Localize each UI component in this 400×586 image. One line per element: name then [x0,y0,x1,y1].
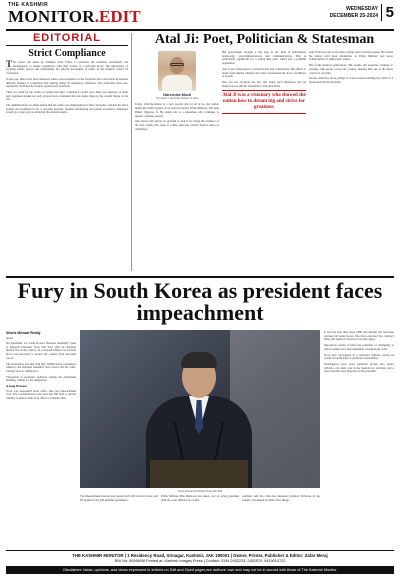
news-photo [80,330,320,488]
news-subheading: A long Process [6,384,28,389]
editorial-heading: EDITORIAL [6,32,128,46]
news-dateline: Seoul [6,336,13,340]
footer-imprint: THE KASHMIR MONITOR | 1 Residency Road, Srinagar, Kashmir, JAK 190001 | Owner, Printer, Publisher & Editor: Zafar Meraj [72,553,328,558]
pull-quote: Atal Ji was a visionary who showed the nation how to dream big and strive for greatness [222,90,306,114]
news-paragraph: Thousands of protesters gathered outside the parliament building, calling for his resignation. [6,374,76,383]
news-paragraph: Yoon was suspended from office after the impeachment vote. The Constitutional Court now has 180 days to decide whether to remove him from office or reinstate him. [6,388,76,401]
opinion-paragraph: Our nation will always be grateful to Atal Ji for being the architect of the 21st century. He came at a time when the country faced a series of challenges. [135,119,219,131]
news-paragraph: The declaration was met with fury. Within hours, lawmakers rushed to the National Assembly and voted to lift the order, forcing Yoon to withdraw it. [6,361,76,373]
news-left-column [6,331,76,546]
footer-contact: RNI No: 69268/98 Printed at: Kashmir Images Press | Contact: 0194 2452233, 2452570, 9419010722 [114,559,286,563]
author-photo [158,51,196,91]
news-body-left [6,342,76,401]
opinion-column-2 [222,51,306,133]
opinion-paragraph: His words inspired generations. His poems and speeches continue to resonate with people across the country, making him one of the finest orators of our time. [309,63,393,75]
page-footer [6,550,394,584]
issue-date [330,6,378,20]
news-paragraph: It was the first time since 1980 that martial law had been declared in South Korea. The move shocked the country's allies and sparked concern across the region. [324,331,394,342]
footer-disclaimer: Disclaimer: Ideas, opinions, and views expressed in articles on Edit and Oped pages are authors' own and may not be in accord with those of The Kashmir Monitor [6,566,394,574]
editorial-title: Strict Compliance [28,48,106,59]
opinion-paragraph: One can not overlook the fact that many such initiatives that he undertook are still the foundation of modern India. [222,79,306,88]
opinion-paragraph: On his centenary, let us pledge to work towards realising his vision of a developed and strong India. [309,76,393,84]
news-paragraph: Analysts said the crisis has deepened political divisions in the country and dented its democratic image. [242,495,320,502]
author-glasses-shape [170,63,184,66]
photo-caption: South Korean President Yoon Suk Yeol [177,489,223,493]
opinion-column-3 [309,51,393,133]
date: DECEMBER 25-2024 [329,12,378,19]
editorial-section [6,32,128,274]
news-right-column [324,331,394,546]
opinion-column-1 [135,51,219,133]
news-middle-columns [80,495,320,547]
weekday: WEDNESDAY [345,6,378,12]
news-body-mid-1 [80,495,158,547]
top-rule [6,29,394,31]
news-body-right [324,331,394,374]
editorial-paragraph: The recent call made by Kashmir Zone Police to prioritise the residents, particularly the shopkeepers, to ensure compliance with their orders, is a welcome move. The importance of securing public spaces and maintaining the smooth movement of traffic in the markets cannot be overstated. [6,59,128,76]
photo-hair-shape [181,352,217,368]
news-paragraph: On December 14, South Korea's National Assembly voted to impeach President Yoon Suk Yeol, after he declared martial law in the country. In a national address, he said the move was necessary to protect the country from anti-state forces. [6,341,76,360]
page-number: 5 [381,4,394,21]
brand-top: THE KASHMIR [8,2,49,8]
author-bio: The author is the Prime Minister of India [155,96,199,100]
opinion-paragraph: Atal Ji gave importance to infrastructure and connectivity. His efforts to build roads linking villages and cities transformed the lives of millions of people. [222,66,306,79]
editorial-body [6,61,128,115]
opinion-paragraph: Atal Ji showed the world what courage and conviction mean. He served the nation with great distinction as Prime Minister and never compromised on democratic values. [309,50,393,62]
author-shirt-shape [162,75,192,91]
newspaper-logo[interactable] [8,3,141,26]
news-paragraph: Investigators have since launched probes into senior officials over their role in the martial law decision, and a travel ban has been imposed on the president. [324,361,394,374]
opinion-paragraph: Today, 25th December is a very special day for all of us. Our nation marks the 100th Jayanti of our beloved former Prime Minister, Shri Atal Bihari Vajpayee Ji. He stands tall as a statesman who continues to inspire countless people. [135,102,219,118]
author-name: Narendra Modi [162,92,191,97]
brand-name: MONITOR [8,7,95,26]
opinion-paragraph: His government brought a big leap in the field of information technology, telecommunications and communications. This is particularly significant for a nation like ours, which has a youthful population. [222,50,306,66]
news-paragraph: Yoon later apologised in a televised address, saying he would not shirk legal or political responsibility. [324,352,394,361]
news-body-mid-3 [242,495,320,547]
brand-section: .EDIT [94,7,141,26]
news-byline: Shorts Michael Reddy [6,331,41,335]
photo-podium-shape [150,460,248,488]
news-paragraph: Opposition parties accused the president of attempting to subvert democracy and undermine constitutional order. [324,343,394,351]
main-headline[interactable]: Fury in South Korea as president faces impeachment [17,278,383,325]
news-paragraph: Prime Minister Han Duck-soo has taken over as acting president until the court delivers its verdict. [161,495,239,502]
editorial-paragraph: The administration too must ensure that the orders are implemented in letter and spirit, and that the drive against encroachment is not a one-time exercise. Regular monitoring and public awareness campaigns would go a long way in achieving the desired results. [6,103,128,115]
opinion-columns [135,51,394,133]
opinion-article [135,32,394,274]
news-body-mid-2 [161,495,239,547]
column-divider [131,33,132,271]
news-paragraph: The impeachment motion was passed with 204 votes in favour and 85 against in the 300-member parliament. [80,495,158,502]
editorial-paragraph: There is a need for the traders to realise that strict compliance would serve their own interests. A clean and organised market not only attracts more customers but also helps improve the overall image of the city. [6,89,128,102]
opinion-title[interactable]: Atal Ji: Poet, Politician & Statesman [154,32,375,47]
editorial-paragraph: In the past, there have been instances where encroachments on the footpaths and roads made movement difficult, leading to congestion and causing delays in emergency situations. The authorities have also repeatedly cautioned the traders against such violations. [6,76,128,89]
